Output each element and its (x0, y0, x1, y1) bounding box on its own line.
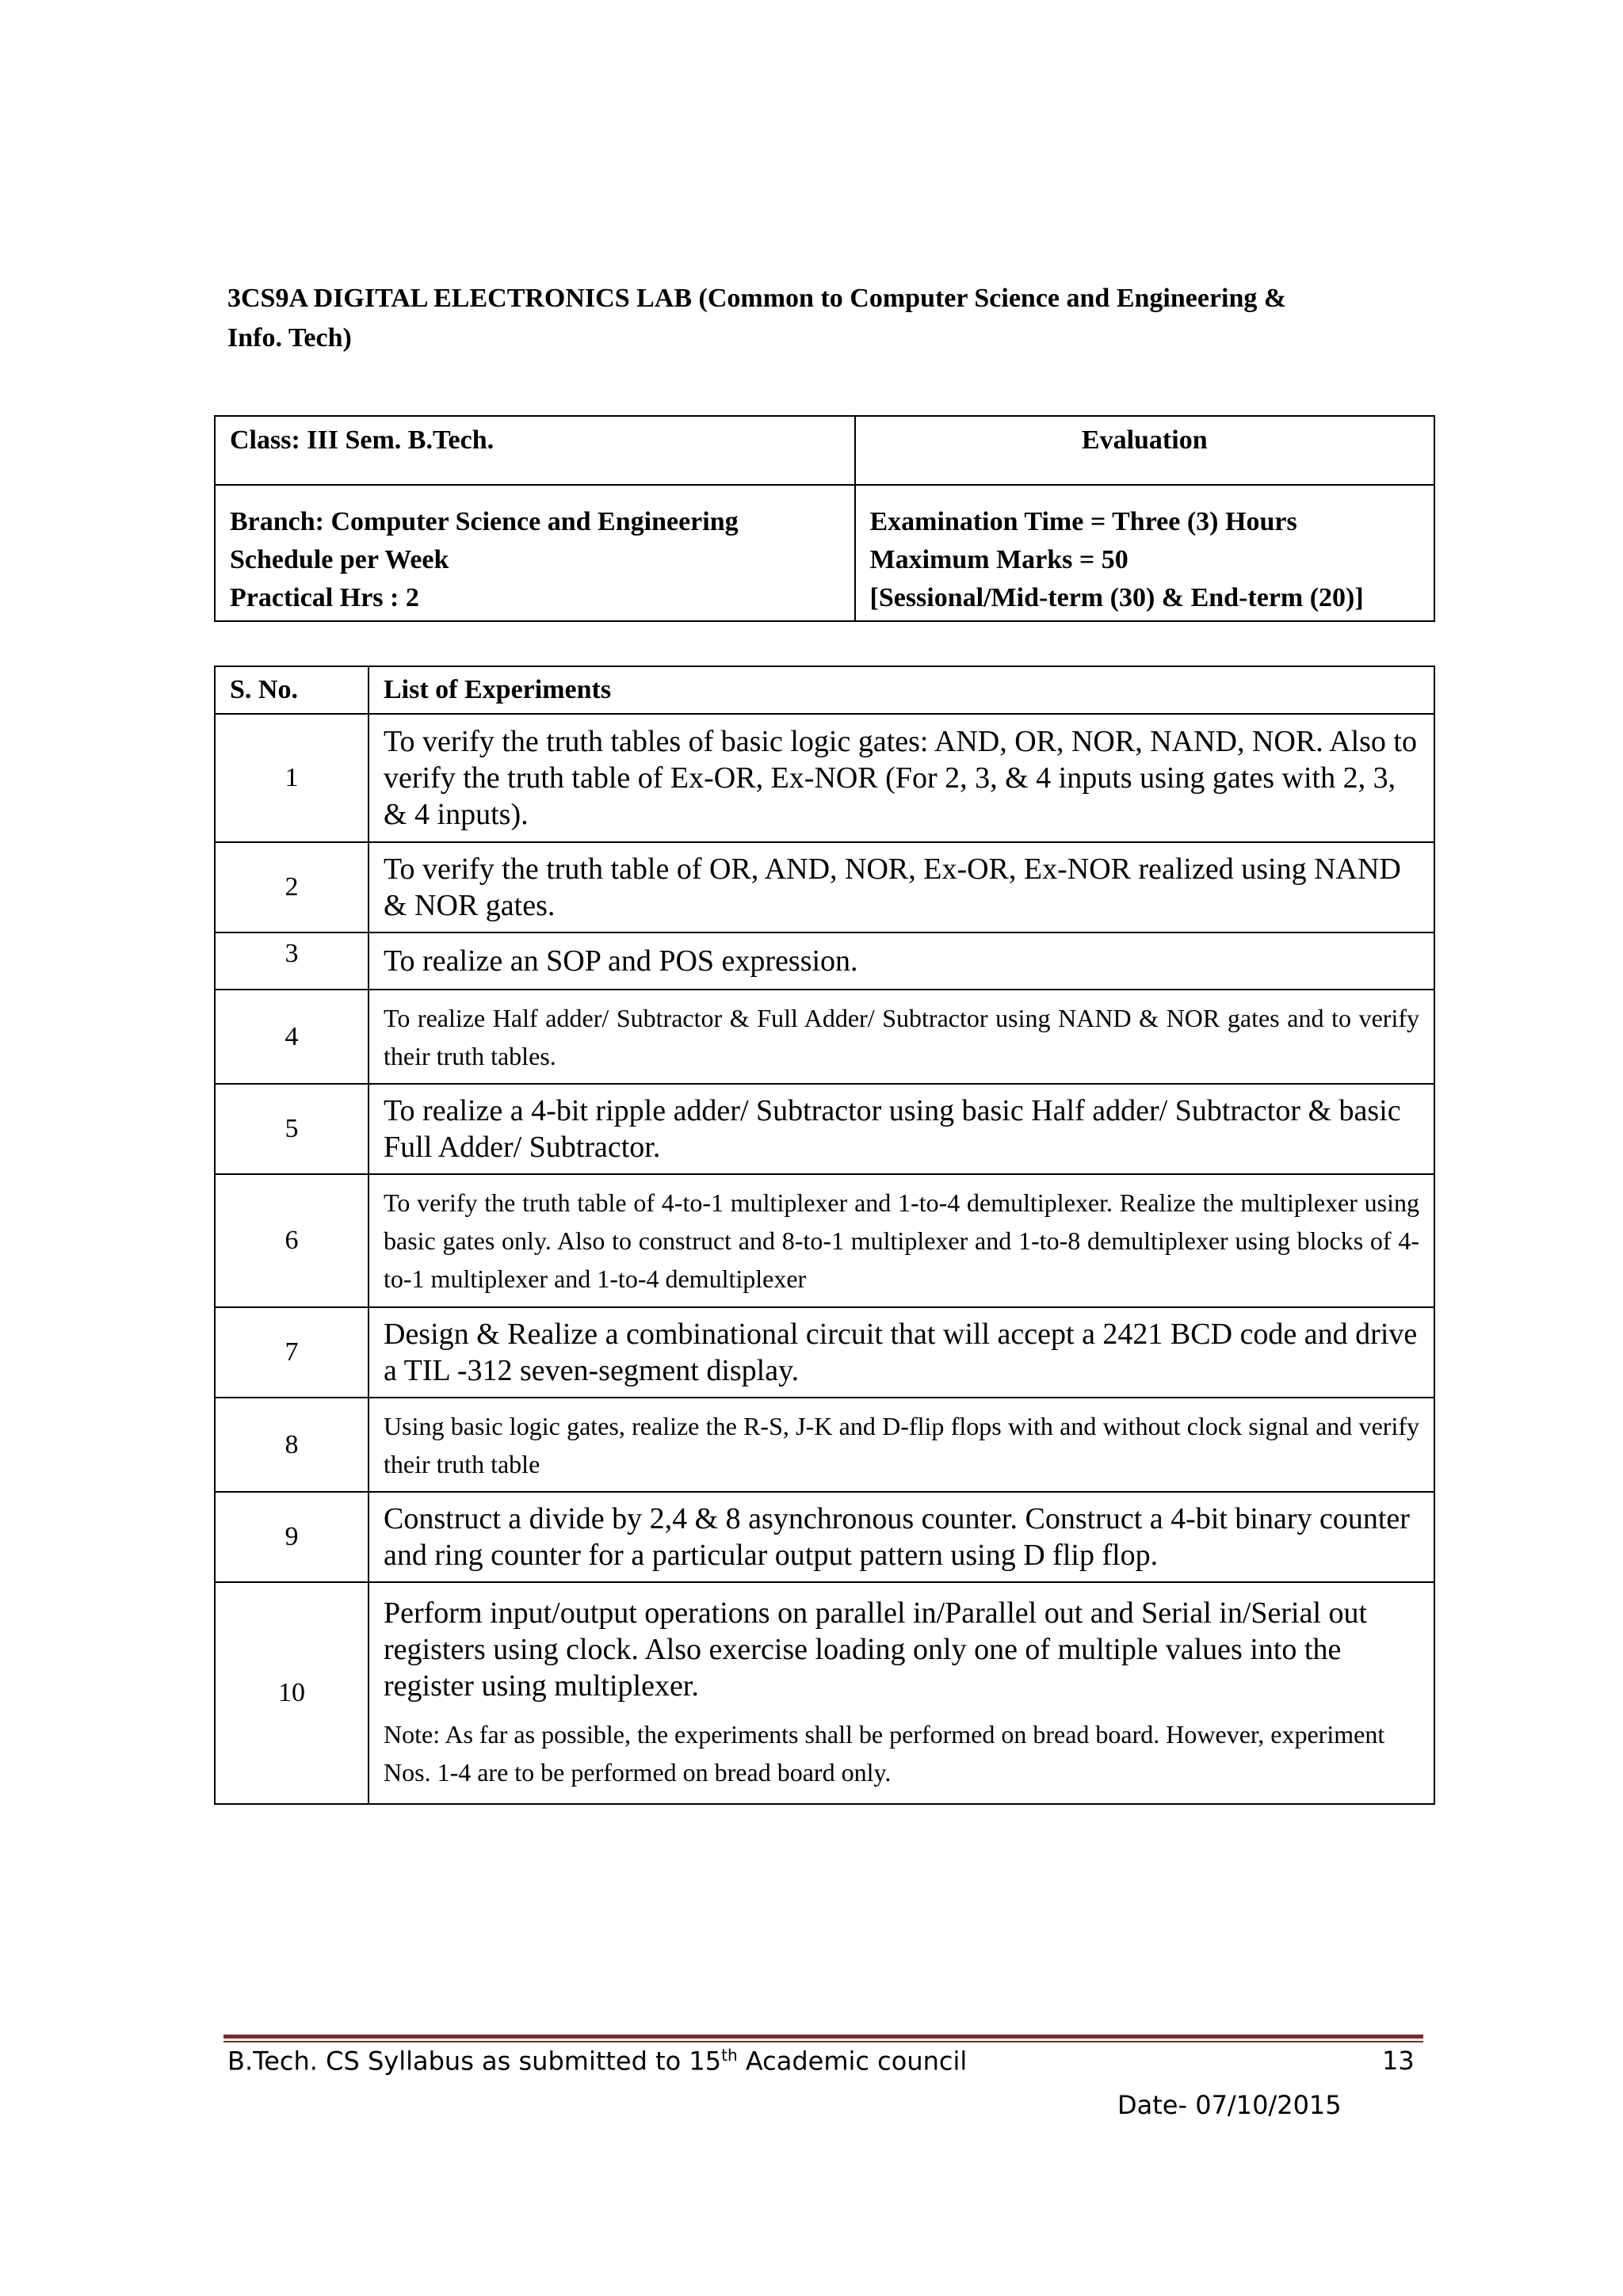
exam-time-text: Examination Time = Three (3) Hours (869, 507, 1297, 536)
table-row (215, 842, 1434, 933)
class-cell (215, 416, 855, 485)
practical-hrs-text: Practical Hrs : 2 (230, 583, 419, 612)
footer-rule-thick (223, 2035, 1423, 2039)
evaluation-header-cell (855, 416, 1435, 485)
info-row-details (215, 485, 1434, 621)
row-number: 7 (215, 1307, 369, 1398)
info-row-header (215, 416, 1434, 485)
row-text: To verify the truth table of 4-to-1 multiplexer and 1-to-4 demultiplexer. Realize the multiplexer using basic gates only. Also to construct and 8-to-1 multiplexer and 1-to-8 demultiplexer using blocks of 4-to-1 multiplexer and 1-to-4 demultiplexer (369, 1174, 1434, 1307)
table-row (215, 1492, 1434, 1582)
row-number: 2 (215, 842, 369, 933)
experiments-table (214, 666, 1435, 1805)
row-text: To realize an SOP and POS expression. (369, 933, 1434, 990)
row-number: 1 (215, 714, 369, 842)
exam-cell (855, 485, 1435, 621)
row-number: 5 (215, 1084, 369, 1174)
row-text: Construct a divide by 2,4 & 8 asynchronous counter. Construct a 4-bit binary counter and ring counter for a particular output pattern using D flip flop. (369, 1492, 1434, 1582)
row-number: 6 (215, 1174, 369, 1307)
footer-text (227, 2046, 967, 2077)
branch-text: Branch: Computer Science and Engineering (230, 507, 739, 536)
class-label: Class: III Sem. B.Tech. (230, 425, 495, 455)
sno-header: S. No. (215, 666, 369, 714)
course-info-table (214, 415, 1435, 622)
max-marks-text: Maximum Marks = 50 (869, 545, 1128, 574)
title-line-1: 3CS9A DIGITAL ELECTRONICS LAB (Common to Computer Science and Engineering & (227, 284, 1287, 313)
note-text: Note: As far as possible, the experiments shall be performed on bread board. However, experiment Nos. 1-4 are to be performed on bread board only. (384, 1720, 1385, 1787)
table-row (215, 1084, 1434, 1174)
table-row (215, 1307, 1434, 1398)
table-row (215, 1398, 1434, 1492)
table-row (215, 1582, 1434, 1804)
branch-cell (215, 485, 855, 621)
footer-text-main: B.Tech. CS Syllabus as submitted to 15 (227, 2046, 722, 2077)
title-line-2: Info. Tech) (227, 323, 352, 353)
row-number: 8 (215, 1398, 369, 1492)
marks-split-text: [Sessional/Mid-term (30) & End-term (20)] (869, 583, 1364, 612)
table-row (215, 1174, 1434, 1307)
page-number: 13 (1382, 2046, 1415, 2076)
row-text: To verify the truth table of OR, AND, NOR, Ex-OR, Ex-NOR realized using NAND & NOR gates. (369, 842, 1434, 933)
experiments-header-row (215, 666, 1434, 714)
row-text: To realize Half adder/ Subtractor & Full Adder/ Subtractor using NAND & NOR gates and to verify their truth tables. (369, 990, 1434, 1084)
list-header: List of Experiments (369, 666, 1434, 714)
row-text: Perform input/output operations on parallel in/Parallel out and Serial in/Serial out registers using clock. Also exercise loading only one of multiple values into the register using multiplexer. (384, 1596, 1368, 1703)
footer-superscript: th (721, 2046, 738, 2065)
row-number: 3 (215, 933, 369, 990)
page-title (227, 279, 1416, 358)
row-text: To realize a 4-bit ripple adder/ Subtractor using basic Half adder/ Subtractor & basic Full Adder/ Subtractor. (369, 1084, 1434, 1174)
row-number: 9 (215, 1492, 369, 1582)
schedule-text: Schedule per Week (230, 545, 449, 574)
row-text: To verify the truth tables of basic logic gates: AND, OR, NOR, NAND, NOR. Also to verify the truth table of Ex-OR, Ex-NOR (For 2, 3, & 4 inputs using gates with 2, 3, & 4 inputs). (369, 714, 1434, 842)
evaluation-header: Evaluation (1081, 425, 1208, 455)
table-row (215, 714, 1434, 842)
row-cell (369, 1582, 1434, 1804)
footer-rule-thin (223, 2041, 1423, 2042)
row-number: 4 (215, 990, 369, 1084)
footer-date: Date- 07/10/2015 (1117, 2090, 1342, 2120)
table-row (215, 933, 1434, 990)
footer-text-end: Academic council (737, 2046, 968, 2077)
row-text: Design & Realize a combinational circuit that will accept a 2421 BCD code and drive a TIL -312 seven-segment display. (369, 1307, 1434, 1398)
row-number: 10 (215, 1582, 369, 1804)
row-text: Using basic logic gates, realize the R-S, J-K and D-flip flops with and without clock signal and verify their truth table (369, 1398, 1434, 1492)
table-row (215, 990, 1434, 1084)
